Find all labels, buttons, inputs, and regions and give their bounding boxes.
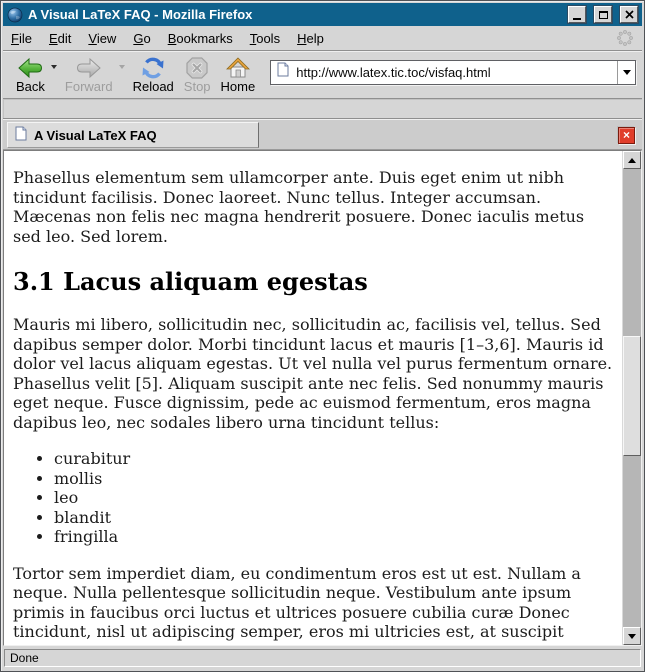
menu-edit[interactable]: Edit bbox=[48, 30, 72, 46]
stop-button[interactable] bbox=[179, 52, 216, 96]
paragraph-3: Tortor sem imperdiet diam, eu condimentum eros est ut est. Nullam a neque. Nulla pellentesque sollicitudin neque. Vestibulum ante ipsum primis in faucibus orci luctus et ultrices posuere cubilia curæ Donec tincidunt, nisl ut adipiscing semper, eros mi ultricies est, at suscipit bbox=[13, 563, 581, 641]
stop-label: Stop bbox=[183, 79, 211, 94]
menu-file[interactable]: File bbox=[11, 30, 32, 46]
home-icon bbox=[226, 55, 250, 80]
maximize-icon bbox=[599, 11, 608, 19]
reload-label: Reload bbox=[132, 79, 174, 94]
back-dropdown-icon[interactable] bbox=[51, 65, 57, 69]
forward-icon bbox=[76, 55, 102, 80]
list-item: • blandit bbox=[54, 508, 616, 528]
bookmarks-toolbar bbox=[3, 99, 642, 119]
menu-view[interactable]: View bbox=[88, 30, 117, 46]
back-label: Back bbox=[16, 79, 45, 94]
vertical-scrollbar[interactable] bbox=[622, 151, 641, 645]
maximize-button[interactable] bbox=[594, 6, 612, 23]
home-label: Home bbox=[220, 79, 256, 94]
menu-help[interactable]: Help bbox=[297, 30, 324, 46]
reload-icon bbox=[141, 55, 165, 80]
paragraph-2: Mauris mi libero, sollicitudin nec, sollicitudin ac, facilisis vel, tellus. Sed dapibus semper dolor. Morbi tincidunt lacus et mauris [1–3,6]. Mauris id dolor vel lacus aliquam egestas. Ut vel nulla vel purus fermentum ornare. Phasellus velit [5]. Aliquam suscipit ante nec felis. Sed nonummy mauris eget neque. Fusce dignissim, pede ac euismod fermentum, eros magna dapibus leo, nec sodales libero urna tincidunt tellus: bbox=[13, 315, 613, 432]
scrollbar-thumb[interactable] bbox=[623, 336, 641, 456]
list-item: • curabitur bbox=[54, 449, 616, 469]
list-item: • leo bbox=[54, 488, 616, 508]
window-title: A Visual LaTeX FAQ - Mozilla Firefox bbox=[28, 7, 253, 22]
status-text: Done bbox=[4, 649, 641, 667]
scroll-down-button[interactable] bbox=[623, 627, 641, 645]
scroll-up-button[interactable] bbox=[623, 151, 641, 169]
scrollbar-track[interactable] bbox=[623, 169, 641, 627]
section-heading: 3.1 Lacus aliquam egestas bbox=[13, 267, 368, 296]
forward-label: Forward bbox=[64, 79, 113, 94]
chevron-down-icon bbox=[623, 70, 631, 75]
list-item: • fringilla bbox=[54, 527, 616, 547]
tab-bar bbox=[3, 119, 642, 150]
minimize-button[interactable] bbox=[568, 6, 586, 23]
browser-viewport bbox=[3, 150, 642, 646]
page-icon bbox=[277, 62, 289, 82]
navigation-toolbar bbox=[3, 51, 642, 99]
tab-title: A Visual LaTeX FAQ bbox=[34, 127, 157, 143]
menubar bbox=[3, 26, 642, 51]
tab-page-icon bbox=[15, 126, 27, 144]
status-bar bbox=[3, 646, 642, 669]
back-icon bbox=[17, 55, 43, 80]
url-dropdown-button[interactable] bbox=[617, 61, 635, 84]
paragraph-1: Phasellus elementum sem ullamcorper ante. Duis eget enim ut nibh tincidunt facilisis. Donec laoreet. Nunc tellus. Integer accumsan. Mæcenas non felis nec magna hendrerit posuere. Donec iaculis metus sed leo. Sed lorem. bbox=[13, 168, 585, 246]
stop-icon bbox=[185, 55, 209, 80]
close-icon bbox=[625, 10, 634, 19]
reload-button[interactable] bbox=[128, 52, 179, 96]
menu-go[interactable]: Go bbox=[133, 30, 151, 46]
forward-button[interactable] bbox=[60, 52, 118, 96]
url-bar[interactable] bbox=[270, 60, 636, 85]
throbber-icon bbox=[616, 29, 634, 47]
menu-bookmarks[interactable]: Bookmarks bbox=[167, 30, 233, 46]
url-input[interactable]: http://www.latex.tic.toc/visfaq.html bbox=[296, 64, 491, 80]
home-button[interactable] bbox=[216, 52, 261, 96]
menu-tools[interactable]: Tools bbox=[249, 30, 281, 46]
list-item: • mollis bbox=[54, 469, 616, 489]
tab-close-button[interactable]: × bbox=[618, 127, 635, 144]
minimize-icon bbox=[573, 18, 581, 20]
forward-dropdown-icon bbox=[119, 65, 125, 69]
arrow-down-icon bbox=[628, 634, 636, 639]
close-button[interactable] bbox=[620, 6, 638, 23]
page-content bbox=[4, 151, 622, 645]
bullet-list bbox=[13, 449, 616, 547]
titlebar[interactable] bbox=[3, 3, 642, 26]
back-button[interactable] bbox=[11, 52, 50, 96]
arrow-up-icon bbox=[628, 158, 636, 163]
tab-visual-latex-faq[interactable] bbox=[7, 122, 259, 148]
tab-strip-empty bbox=[259, 122, 618, 148]
firefox-globe-icon bbox=[7, 7, 23, 23]
